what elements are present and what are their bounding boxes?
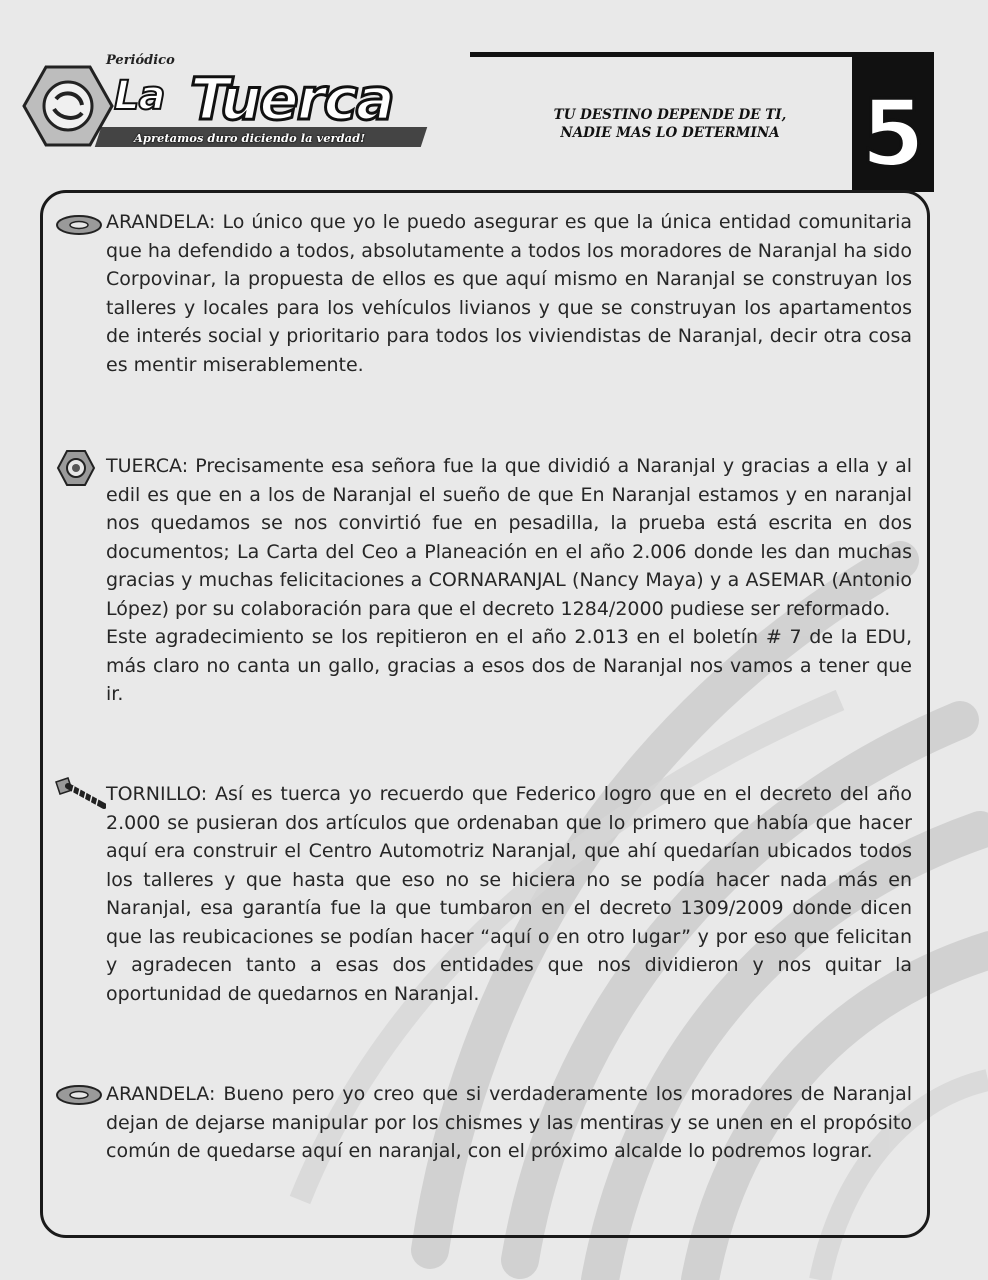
speaker-label: TORNILLO: bbox=[106, 783, 208, 805]
logo-tuerca: Tuerca bbox=[190, 65, 393, 133]
speaker-label: ARANDELA: bbox=[106, 1083, 216, 1105]
dialogue-paragraph-2 bbox=[106, 452, 912, 709]
paragraph-text: Bueno pero yo creo que si verdaderamente los moradores de Naranjal dejan de dejarse manipular por los chismes y las mentiras y se unen en el propósito común de quedarse aquí en naranjal, con el próximo alcalde lo podremos lograr. bbox=[106, 1083, 912, 1162]
paragraph-text: Así es tuerca yo recuerdo que Federico logro que en el decreto del año 2.000 se pusieran dos artículos que ordenaban que lo primero que había que hacer aquí era construir el Centro Automotriz Naranjal, que ahí quedarían ubicados todos los talleres y que hasta que eso no se hiciera no se podía hacer nada más en Naranjal, esa garantía fue la que tumbaron en el decreto 1309/2009 donde dicen que las reubicaciones se podían hacer “aquí o en otro lugar” y por eso que felicitan y agradecen tanto a esas dos entidades que nos dividieron y nos quitar la oportunidad de quedarnos en Naranjal. bbox=[106, 783, 912, 1005]
logo-slogan: Apretamos duro diciendo la verdad! bbox=[134, 131, 366, 145]
nut-logo-icon bbox=[20, 63, 116, 149]
speaker-label: ARANDELA: bbox=[106, 211, 216, 233]
dialogue-paragraph-1 bbox=[106, 208, 912, 379]
logo-la: La bbox=[114, 73, 165, 119]
dialogue-paragraph-3 bbox=[106, 780, 912, 1008]
washer-icon bbox=[54, 1082, 104, 1108]
tagline-line-2: NADIE MAS LO DETERMINA bbox=[560, 125, 780, 141]
dialogue-paragraph-4 bbox=[106, 1080, 912, 1166]
tagline-line-1: TU DESTINO DEPENDE DE TI, bbox=[553, 107, 787, 123]
washer-icon bbox=[54, 212, 104, 238]
masthead-logo bbox=[14, 55, 434, 155]
page-number: 5 bbox=[860, 80, 925, 187]
screw-icon bbox=[54, 776, 106, 810]
header-tagline bbox=[520, 106, 820, 142]
speaker-label: TUERCA: bbox=[106, 455, 189, 477]
paragraph-text: Lo único que yo le puedo asegurar es que la única entidad comunitaria que ha defendido a todos, absolutamente a todos los moradores de Naranjal ha sido Corpovinar, la propuesta de ellos es que aquí mismo en Naranjal se construyan los talleres y locales para los vehículos livianos y que se construyan los apartamentos de interés social y prioritario para todos los viviendistas de Naranjal, decir otra cosa es mentir miserablemente. bbox=[106, 211, 912, 376]
nut-icon bbox=[56, 448, 96, 488]
paragraph-text: Precisamente esa señora fue la que dividió a Naranjal y gracias a ella y al edil es que en a los de Naranjal el sueño de que En Naranjal estamos y en naranjal nos quedamos se nos convirtió fue en pesadilla, la prueba está escrita en dos documentos; La Carta del Ceo a Planeación en el año 2.006 donde les dan muchas gracias y muchas felicitaciones a CORNARANJAL (Nancy Maya) y a ASEMAR (Antonio López) por su colaboración para que el decreto 1284/2000 pudiese ser reformado. bbox=[106, 455, 912, 620]
header-top-rule bbox=[470, 52, 910, 57]
paragraph-continuation: Este agradecimiento se los repitieron en el año 2.013 en el boletín # 7 de la EDU, más claro no canta un gallo, gracias a esos dos de Naranjal nos vamos a tener que ir. bbox=[106, 626, 912, 705]
periodico-label: Periódico bbox=[106, 53, 175, 68]
